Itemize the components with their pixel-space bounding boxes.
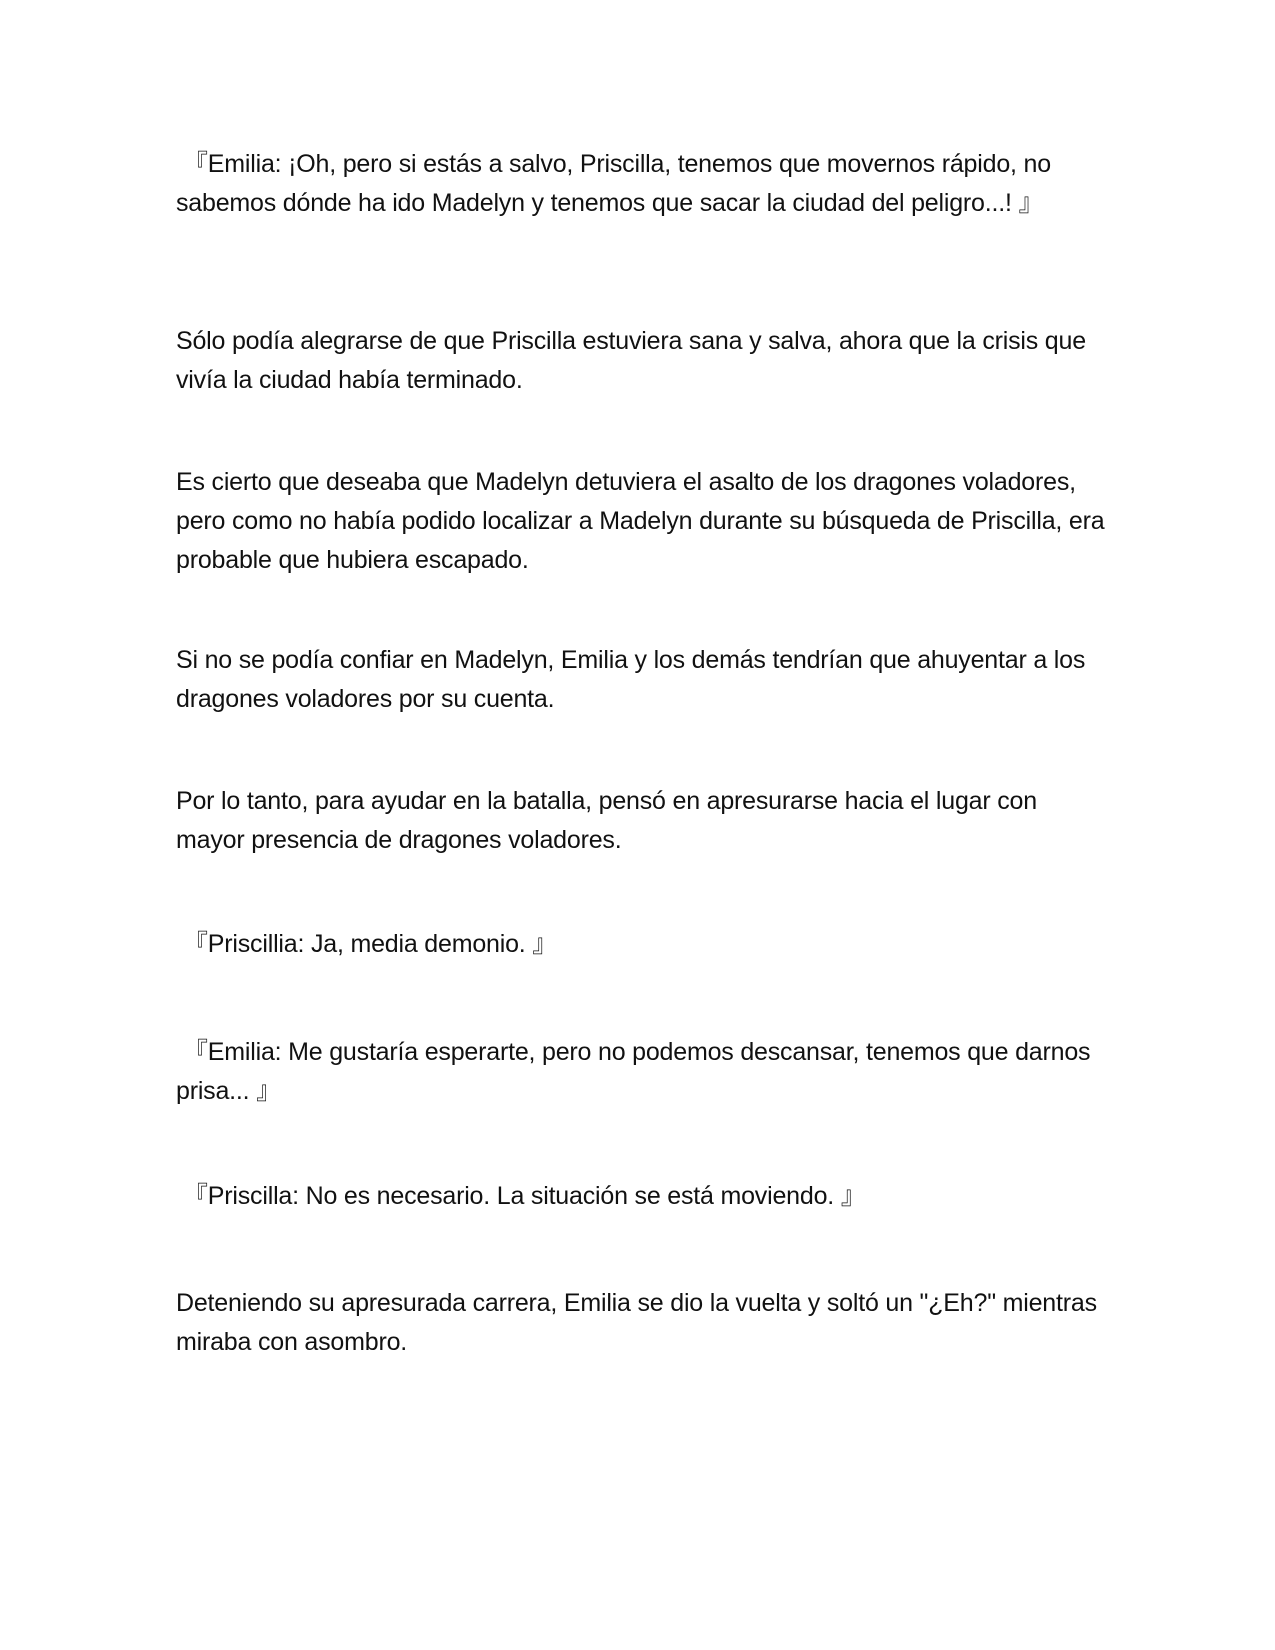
paragraph-narration-2: Es cierto que deseaba que Madelyn detuviera el asalto de los dragones voladores, pero como no había podido localizar a Madelyn durante su búsqueda de Priscilla, era probable que hubiera escapado. — [176, 468, 1105, 574]
paragraph-priscilla-dialogue: 『Priscilla: No es necesario. La situación se está moviendo. 』 — [183, 1182, 866, 1210]
paragraph-narration-5: Deteniendo su apresurada carrera, Emilia se dio la vuelta y soltó un "¿Eh?" mientras miraba con asombro. — [176, 1289, 1097, 1356]
paragraph-emilia-dialogue-1: 『Emilia: ¡Oh, pero si estás a salvo, Priscilla, tenemos que movernos rápido, no sabemos dónde ha ido Madelyn y tenemos que sacar la ciudad del peligro...! 』 — [176, 150, 1051, 217]
paragraph-priscillia-dialogue: 『Priscillia: Ja, media demonio. 』 — [183, 930, 558, 958]
paragraph-narration-4: Por lo tanto, para ayudar en la batalla, pensó en apresurarse hacia el lugar con mayor presencia de dragones voladores. — [176, 787, 1037, 854]
paragraph-narration-1: Sólo podía alegrarse de que Priscilla estuviera sana y salva, ahora que la crisis que vivía la ciudad había terminado. — [176, 327, 1086, 394]
paragraph-emilia-dialogue-2: 『Emilia: Me gustaría esperarte, pero no podemos descansar, tenemos que darnos prisa... 』 — [176, 1038, 1091, 1105]
paragraph-narration-3: Si no se podía confiar en Madelyn, Emilia y los demás tendrían que ahuyentar a los dragones voladores por su cuenta. — [176, 646, 1086, 713]
